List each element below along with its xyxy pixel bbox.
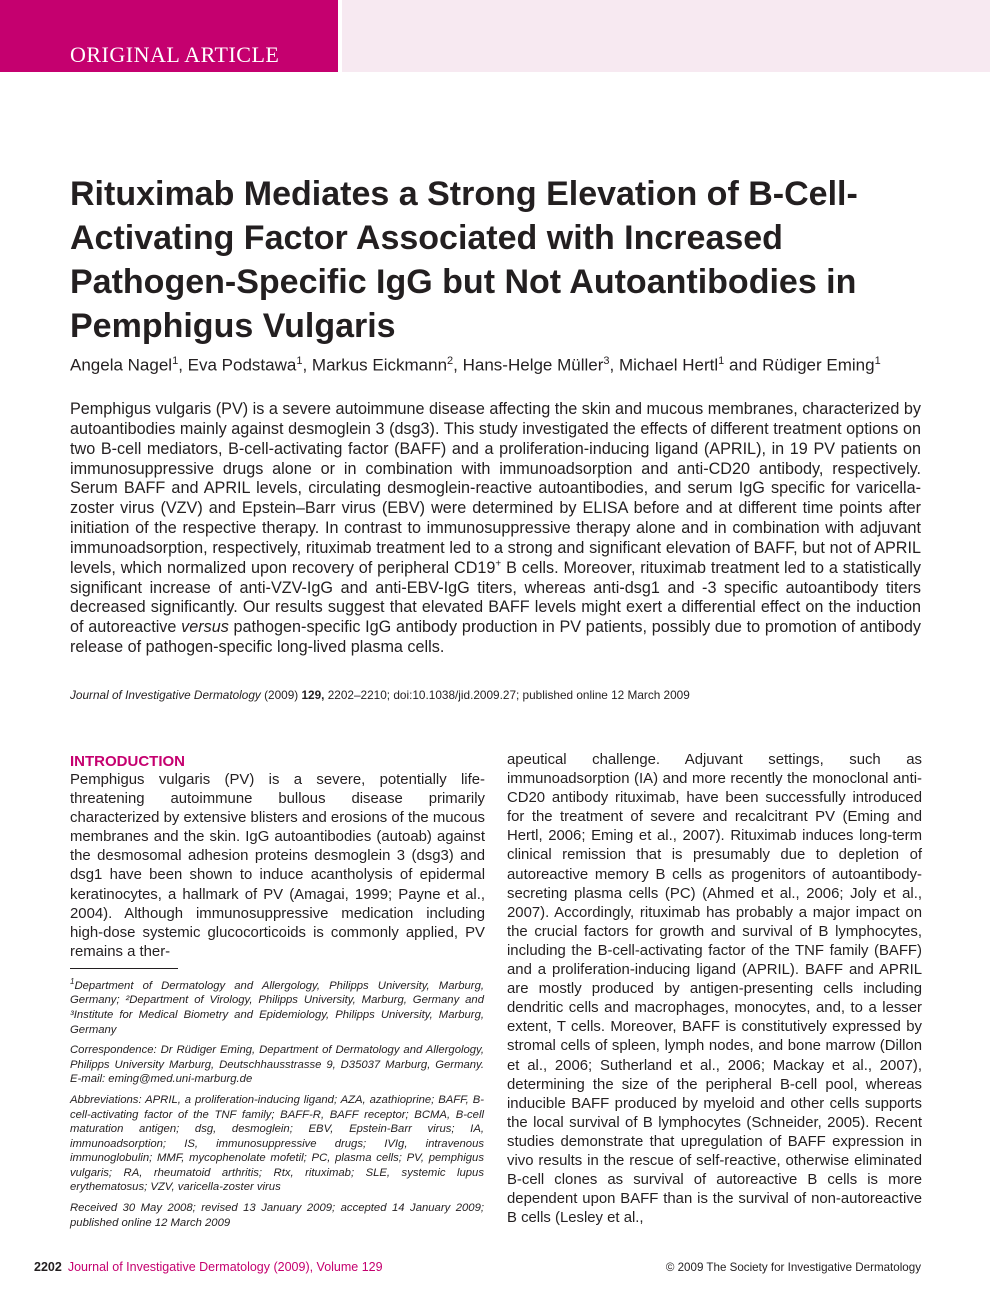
author: Angela Nagel	[70, 355, 173, 375]
author: Michael Hertl	[618, 355, 719, 375]
author: Rüdiger Eming	[762, 355, 875, 375]
header-band-light	[342, 0, 990, 72]
author-affiliation: 1	[296, 355, 303, 367]
left-column	[70, 752, 485, 962]
page-number: 2202	[34, 1260, 62, 1274]
author: Hans-Helge Müller	[462, 355, 604, 375]
author-affiliation: 1	[874, 355, 881, 367]
affiliations-note: $^1$Department of Dermatology and Allergology, Philipps University, Marburg, Germany; ²Department of Virology, Philipps University, Marburg, Germany and ³Institute for Medical Biometry and Epidemiology, Philipps University, Marburg, Germany	[70, 977, 484, 1036]
article-type-label: ORIGINAL ARTICLE	[70, 42, 280, 67]
copyright: © 2009 The Society for Investigative Dermatology	[665, 1261, 921, 1274]
right-column	[507, 751, 922, 1228]
author-affiliation: 3	[603, 355, 610, 367]
footnotes	[70, 975, 484, 1236]
citation-line: Journal of Investigative Dermatology (2009) 129, 2202–2210; doi:10.1038/jid.2009.27; published online 12 March 2009	[70, 688, 690, 702]
introduction-heading: INTRODUCTION	[70, 753, 185, 770]
article-title: Rituximab Mediates a Strong Elevation of B-Cell-Activating Factor Associated with Increased Pathogen-Specific IgG but Not Autoantibodies in Pemphigus Vulgaris	[70, 175, 858, 345]
author: Markus Eickmann	[311, 355, 448, 375]
intro-paragraph-left: Pemphigus vulgaris (PV) is a severe, potentially life-threatening autoimmune bullous disease primarily characterized by extensive blisters and erosions of the mucous membranes and the skin. IgG autoantibodies (autoab) against the desmosomal adhesion proteins desmoglein 3 (dsg3) and dsg1 have been shown to induce acantholysis of epidermal keratinocytes, a hallmark of PV (Amagai, 1999; Payne et al., 2004). Although immunosuppressive medication including high-dose systemic glucocorticoids is commonly applied, PV remains a ther-	[70, 772, 485, 960]
footnote-divider	[70, 968, 178, 969]
author-affiliation: 1	[172, 355, 179, 367]
abbreviations-note: Abbreviations: APRIL, a proliferation-inducing ligand; AZA, azathioprine; BAFF, B-cell-activating factor of the TNF family; BAFF-R, BAFF receptor; BCMA, B-cell maturation antigen; dsg, desmoglein; EBV, Epstein-Barr virus; IA, immunoadsorption; IS, immunosuppressive drugs; IVIg, intravenous immunoglobulin; MMF, mycophenolate mofetil; PC, plasma cells; PV, pemphigus vulgaris; RA, rheumatoid arthritis; Rtx, rituximab; SLE, systemic lupus erythematosus; VZV, varicella-zoster virus	[70, 1093, 484, 1194]
abstract: Pemphigus vulgaris (PV) is a severe autoimmune disease affecting the skin and mucous membranes, characterized by autoantibodies mainly against desmoglein 3 (dsg3). This study investigated the effects of different treatment options on two B-cell mediators, B-cell-activating factor (BAFF) and a proliferation-inducing ligand (APRIL), in 19 PV patients on immunosuppressive drugs alone or in combination with immunoadsorption and anti-CD20 antibody, respectively. Serum BAFF and APRIL levels, circulating desmoglein-reactive autoantibodies, and serum IgG specific for varicella-zoster virus (VZV) and Epstein–Barr virus (EBV) were determined by ELISA before and at different time points after initiation of the respective therapy. In contrast to immunosuppressive therapy alone and in combination with adjuvant immunoadsorption, respectively, rituximab treatment led to a strong and significant elevation of BAFF, but not of APRIL levels, which normalized upon recovery of peripheral CD19+ B cells. Moreover, rituximab treatment led to a statistically significant increase of anti-VZV-IgG and anti-EBV-IgG titers, whereas anti-dsg1 and -3 specific autoantibody titers decreased significantly. Our results suggest that elevated BAFF levels might exert a differential effect on the induction of autoreactive versus pathogen-specific IgG antibody production in PV patients, possibly due to promotion of antibody release of pathogen-specific long-lived plasma cells.	[70, 400, 921, 657]
author: Eva Podstawa	[187, 355, 297, 375]
journal-footer: Journal of Investigative Dermatology (2009), Volume 129	[67, 1260, 383, 1274]
page-footer-left	[34, 1260, 383, 1274]
correspondence-note: Correspondence: Dr Rüdiger Eming, Department of Dermatology and Allergology, Philipps University Marburg, Deutschhausstrasse 9, D35037 Marburg, Germany. E-mail: eming@med.uni-marburg.de	[70, 1044, 484, 1086]
received-note: Received 30 May 2008; revised 13 January 2009; accepted 14 January 2009; published online 12 March 2009	[70, 1202, 484, 1229]
author-affiliation: 2	[447, 355, 454, 367]
author-affiliation: 1	[718, 355, 725, 367]
intro-paragraph-right: apeutical challenge. Adjuvant settings, such as immunoadsorption (IA) and more recently the monoclonal anti-CD20 antibody rituximab, have been successfully introduced for the treatment of severe and recalcitrant PV (Eming and Hertl, 2006; Eming et al., 2007). Rituximab induces long-term clinical remission that is presumably due to depletion of autoreactive memory B cells as progenitors of autoantibody-secreting plasma cells (PC) (Ahmed et al., 2006; Joly et al., 2007). Accordingly, rituximab has probably a major impact on the crucial factors for growth and survival of B lymphocytes, including the B-cell-activating factor of the TNF family (BAFF) and a proliferation-inducing ligand (APRIL). BAFF and APRIL are mostly produced by antigen-presenting cells including dendritic cells and macrophages, monocytes, and, to a lesser extent, T cells. Moreover, BAFF is constitutively expressed by stromal cells of spleen, lymph nodes, and bone marrow (Dillon et al., 2006; Sutherland et al., 2006; Mackay et al., 2007), determining the size of the peripheral B-cell pool, whereas inducible BAFF produced by myeloid and other cells supports the local survival of B lymphocytes (Schneider, 2005). Recent studies demonstrate that upregulation of BAFF expression in vivo results in the rescue of self-reactive, otherwise eliminated B-cell clones as survival of autoreactive B cells is more dependent upon BAFF than is the survival of non-autoreactive B cells (Lesley et al.,	[507, 752, 922, 1227]
author-list: Angela Nagel$^1$, Eva Podstawa$^1$, Markus Eickmann$^2$, Hans-Helge Müller$^3$, Michael Hertl$^1$ and Rüdiger Eming$^1$	[70, 355, 881, 375]
